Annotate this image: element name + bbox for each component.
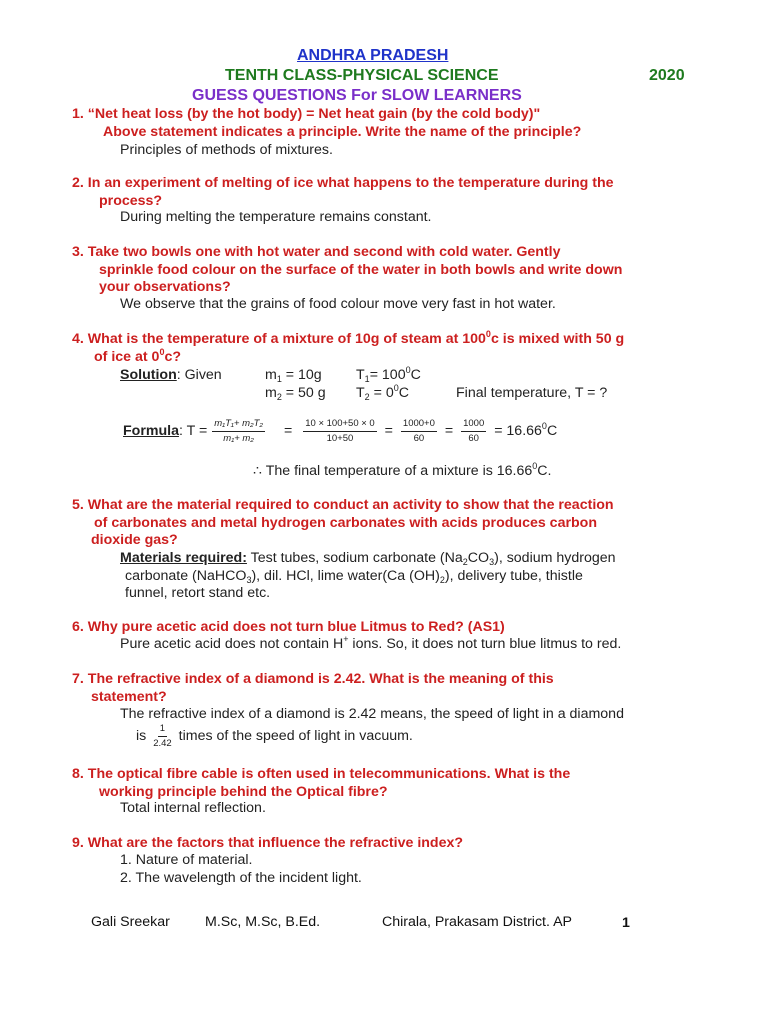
given-m2: $m_2 = 50$ g: [265, 385, 326, 402]
question-5-line-1: 5. What are the material required to conduct an activity to show that the reaction: [72, 497, 614, 513]
question-2: [72, 175, 614, 210]
given-t2: $T_2 = 0^0C$: [356, 383, 410, 402]
question-4-line-2: of ice at $0^0c$?: [94, 346, 182, 365]
question-8: [72, 766, 570, 801]
materials-label: Materials required:: [120, 550, 247, 566]
formula-result: = $16.66^0C$: [494, 421, 558, 439]
question-8-line-1: 8. The optical fibre cable is often used in telecommunications. What is the: [72, 766, 571, 782]
question-5-line-3: dioxide gas?: [91, 532, 178, 548]
question-1-line-2: Above statement indicates a principle. Write the name of the principle?: [103, 123, 582, 140]
reduced-fraction: $\frac{1000}{60}$: [463, 417, 485, 444]
answer-1: Principles of methods of mixtures.: [120, 142, 333, 158]
answer-5-line-1: Materials required: Test tubes, sodium carbonate $(Na_2CO_3)$, sodium hydrogen: [120, 550, 616, 567]
answer-9-line-1: 1. Nature of material.: [120, 852, 253, 868]
question-7: [72, 671, 554, 706]
footer-page-number: 1: [622, 915, 630, 931]
given-m1: $m_1 = 10g$: [265, 367, 322, 384]
question-1: [72, 106, 581, 141]
formula-fraction: $\frac{\text{m₁T₁+ m₂T₂}}{\text{m₁+ m₂}}$: [214, 417, 264, 444]
header-year: 2020: [649, 67, 685, 84]
question-7-line-1: 7. The refractive index of a diamond is 2.42. What is the meaning of this: [72, 671, 554, 687]
question-8-line-2: working principle behind the Optical fibre?: [99, 783, 388, 800]
solution-label: Solution: [120, 367, 177, 383]
question-3-line-2: sprinkle food colour on the surface of the water in both bowls and write down: [99, 261, 623, 278]
question-6-line-1: 6. Why pure acetic acid does not turn blue Litmus to Red? (AS1): [72, 619, 505, 635]
question-2-line-2: process?: [99, 192, 163, 209]
given-t1: $T_1= 100^0C$: [356, 365, 421, 384]
final-temperature-unknown: Final temperature, T = ?: [456, 385, 608, 401]
question-3-line-1: 3. Take two bowls one with hot water and second with cold water. Gently: [72, 244, 561, 260]
question-4-line-1: 4. What is the temperature of a mixture of 10g of steam at $100^0c$ is mixed with 50 g: [72, 329, 625, 347]
question-9: [72, 835, 463, 853]
answer-3: We observe that the grains of food colour move very fast in hot water.: [120, 296, 556, 312]
question-3-line-3: your observations?: [99, 279, 231, 295]
answer-4-conclusion: ∴ The final temperature of a mixture is 16.66$^0$C.: [253, 461, 552, 479]
answer-5-line-3: funnel, retort stand etc.: [125, 585, 271, 601]
answer-9-line-2: 2. The wavelength of the incident light.: [120, 870, 362, 886]
footer-author: Gali Sreekar: [91, 914, 170, 930]
answer-7-line-2: is $\frac{1}{2.42}$ times of the speed of light in vacuum.: [136, 722, 413, 749]
answer-6: Pure acetic acid does not contain H+ ions. So, it does not turn blue litmus to red.: [120, 634, 622, 652]
question-2-line-1: 2. In an experiment of melting of ice what happens to the temperature during the: [72, 175, 614, 191]
question-9-line-1: 9. What are the factors that influence the refractive index?: [72, 835, 464, 851]
footer-degrees: M.Sc, M.Sc, B.Ed.: [205, 914, 321, 930]
question-5-line-2: of carbonates and metal hydrogen carbonates with acids produces carbon: [94, 514, 597, 531]
answer-7-line-1: The refractive index of a diamond is 2.42 means, the speed of light in a diamond: [120, 706, 624, 722]
formula-label: Formula: [123, 423, 179, 439]
header-state: ANDHRA PRADESH: [297, 47, 449, 64]
solution-given: Solution: Given: [120, 367, 222, 383]
header-subtitle: GUESS QUESTIONS For SLOW LEARNERS: [192, 87, 522, 104]
formula-line: Formula: T = $\frac{\text{m₁T₁+ m₂T₂}}{\text{m₁+ m₂}}$ = $\frac{10 \times 100+50 \times 0}{10+50}$ = $\frac{1000+0}{60}$ = $\frac{1000}{60}$ = $16.66^0C$: [123, 417, 558, 444]
question-5: [72, 497, 614, 550]
substitution-fraction: $\frac{10 \times 100+50 \times 0}{10+50}$: [305, 417, 375, 444]
question-1-line-1: 1. “Net heat loss (by the hot body) = Net heat gain (by the cold body)": [72, 106, 541, 122]
answer-5-line-2: carbonate (NaHCO$_3$), dil. HCl, lime water(Ca $(OH)_2$), delivery tube, thistle: [125, 568, 583, 585]
answer-2: During melting the temperature remains constant.: [120, 209, 432, 225]
answer-8: Total internal reflection.: [120, 800, 266, 816]
question-4: [72, 331, 624, 366]
footer-place: Chirala, Prakasam District. AP: [382, 914, 573, 930]
header-class: TENTH CLASS-PHYSICAL SCIENCE: [225, 67, 499, 84]
speed-fraction: $\frac{1}{2.42}$: [153, 722, 172, 749]
question-3: [72, 244, 622, 297]
question-7-line-2: statement?: [91, 688, 167, 705]
question-6: [72, 619, 505, 637]
sum-fraction: $\frac{1000+0}{60}$: [402, 417, 435, 444]
